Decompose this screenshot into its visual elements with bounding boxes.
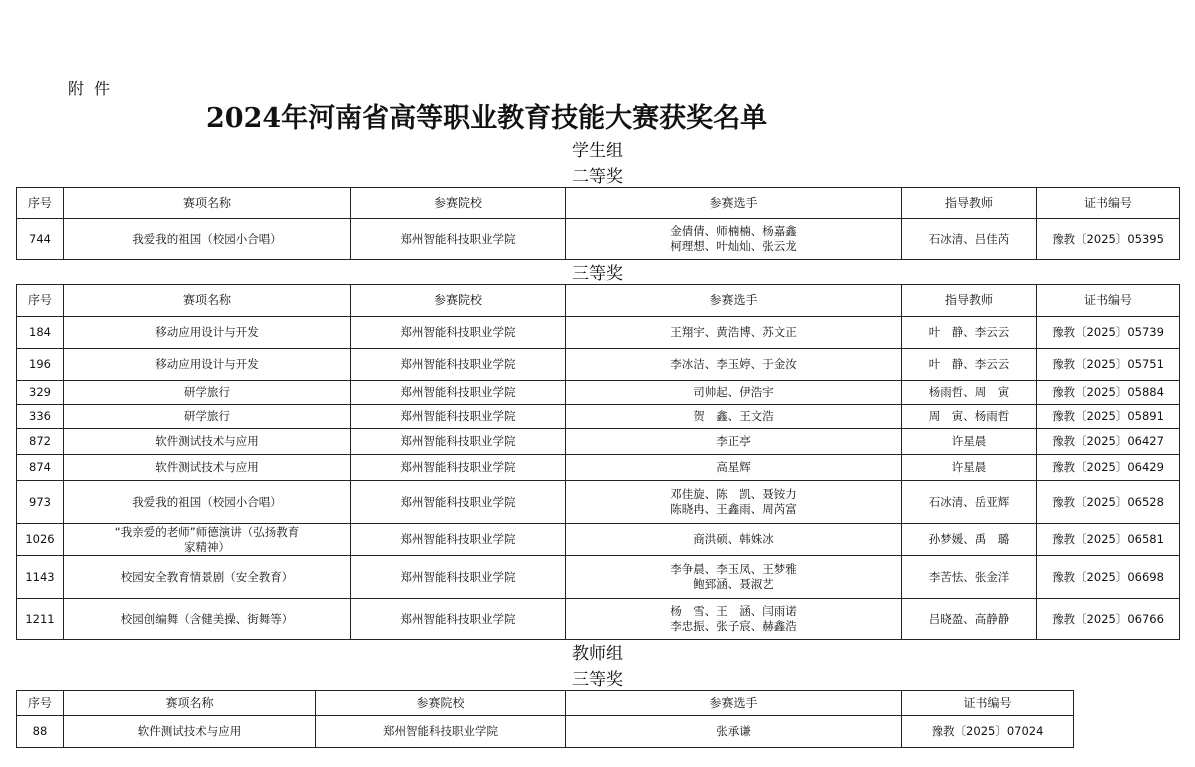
cell-school: 郑州智能科技职业学院 — [351, 556, 566, 599]
cell-index: 1026 — [17, 524, 64, 556]
cell-event: 我爱我的祖国（校园小合唱） — [64, 481, 351, 524]
column-header: 赛项名称 — [64, 188, 351, 219]
column-header: 证书编号 — [902, 691, 1074, 716]
cell-index: 336 — [17, 405, 64, 429]
cell-index: 874 — [17, 455, 64, 481]
cell-index: 184 — [17, 317, 64, 349]
attachment-label: 附件 — [68, 79, 121, 98]
cell-event: 软件测试技术与应用 — [64, 716, 316, 748]
cell-certificate: 豫教〔2025〕06698 — [1037, 556, 1180, 599]
cell-school: 郑州智能科技职业学院 — [351, 524, 566, 556]
cell-instructors: 石冰清、岳亚辉 — [902, 481, 1037, 524]
cell-certificate: 豫教〔2025〕05739 — [1037, 317, 1180, 349]
cell-instructors: 杨雨哲、周 寅 — [902, 381, 1037, 405]
column-header: 序号 — [17, 188, 64, 219]
table-row — [17, 219, 1180, 260]
cell-certificate: 豫教〔2025〕05751 — [1037, 349, 1180, 381]
table-row — [17, 405, 1180, 429]
cell-certificate: 豫教〔2025〕05891 — [1037, 405, 1180, 429]
student-second-prize-table — [16, 187, 1180, 260]
cell-school: 郑州智能科技职业学院 — [351, 599, 566, 640]
column-header: 参赛选手 — [566, 188, 902, 219]
table-header-row — [17, 285, 1180, 317]
cell-index: 196 — [17, 349, 64, 381]
column-header: 序号 — [17, 691, 64, 716]
table-row — [17, 455, 1180, 481]
cell-contestants: 商洪硕、韩姝冰 — [566, 524, 902, 556]
column-header: 参赛院校 — [351, 188, 566, 219]
cell-index: 973 — [17, 481, 64, 524]
table-row — [17, 429, 1180, 455]
table-row — [17, 599, 1180, 640]
table-row — [17, 481, 1180, 524]
cell-certificate: 豫教〔2025〕06528 — [1037, 481, 1180, 524]
cell-index: 329 — [17, 381, 64, 405]
column-header: 指导教师 — [902, 188, 1037, 219]
cell-instructors: 孙梦媛、禹 璐 — [902, 524, 1037, 556]
cell-certificate: 豫教〔2025〕06429 — [1037, 455, 1180, 481]
table-row — [17, 556, 1180, 599]
cell-school: 郑州智能科技职业学院 — [316, 716, 566, 748]
column-header: 参赛院校 — [351, 285, 566, 317]
table-row — [17, 716, 1074, 748]
cell-certificate: 豫教〔2025〕06766 — [1037, 599, 1180, 640]
cell-index: 1143 — [17, 556, 64, 599]
third-prize-heading: 三等奖 — [572, 264, 623, 284]
cell-certificate: 豫教〔2025〕06581 — [1037, 524, 1180, 556]
cell-instructors: 许星晨 — [902, 429, 1037, 455]
cell-instructors: 李苦怯、张金洋 — [902, 556, 1037, 599]
cell-event: 移动应用设计与开发 — [64, 349, 351, 381]
cell-event: 软件测试技术与应用 — [64, 429, 351, 455]
cell-index: 872 — [17, 429, 64, 455]
column-header: 序号 — [17, 285, 64, 317]
cell-contestants: 金倩倩、师楠楠、杨嘉鑫 柯理想、叶灿灿、张云龙 — [566, 219, 902, 260]
column-header: 赛项名称 — [64, 285, 351, 317]
page-title: 2024年河南省高等职业教育技能大赛获奖名单 — [206, 103, 768, 134]
cell-school: 郑州智能科技职业学院 — [351, 455, 566, 481]
table-row — [17, 317, 1180, 349]
column-header: 参赛选手 — [566, 285, 902, 317]
cell-contestants: 邓佳旋、陈 凯、聂铵力 陈晓冉、王鑫雨、周芮富 — [566, 481, 902, 524]
cell-event: 研学旅行 — [64, 405, 351, 429]
student-third-prize-table — [16, 284, 1180, 640]
cell-instructors: 石冰清、吕佳芮 — [902, 219, 1037, 260]
cell-contestants: 李争晨、李玉凤、王梦雅 鲍郅涵、聂淑艺 — [566, 556, 902, 599]
cell-event: “我亲爱的老师”师德演讲（弘扬教育 家精神） — [64, 524, 351, 556]
cell-event: 校园创编舞（含健美操、街舞等） — [64, 599, 351, 640]
cell-event: 我爱我的祖国（校园小合唱） — [64, 219, 351, 260]
cell-school: 郑州智能科技职业学院 — [351, 405, 566, 429]
table-row — [17, 349, 1180, 381]
second-prize-heading: 二等奖 — [572, 167, 623, 187]
cell-event: 软件测试技术与应用 — [64, 455, 351, 481]
column-header: 参赛选手 — [566, 691, 902, 716]
cell-event: 研学旅行 — [64, 381, 351, 405]
teacher-third-prize-table — [16, 690, 1074, 748]
cell-school: 郑州智能科技职业学院 — [351, 317, 566, 349]
cell-school: 郑州智能科技职业学院 — [351, 429, 566, 455]
cell-instructors: 周 寅、杨雨哲 — [902, 405, 1037, 429]
cell-instructors: 叶 静、李云云 — [902, 317, 1037, 349]
column-header: 指导教师 — [902, 285, 1037, 317]
cell-contestants: 张承谦 — [566, 716, 902, 748]
cell-index: 88 — [17, 716, 64, 748]
column-header: 参赛院校 — [316, 691, 566, 716]
cell-contestants: 司帅起、伊浩宇 — [566, 381, 902, 405]
cell-instructors: 许星晨 — [902, 455, 1037, 481]
cell-contestants: 高星辉 — [566, 455, 902, 481]
cell-index: 1211 — [17, 599, 64, 640]
cell-contestants: 杨 雪、王 涵、闫雨诺 李忠振、张子宸、赫鑫浩 — [566, 599, 902, 640]
cell-contestants: 王翔宇、黄浩博、苏文正 — [566, 317, 902, 349]
table-header-row — [17, 188, 1180, 219]
table-header-row — [17, 691, 1074, 716]
cell-event: 校园安全教育情景剧（安全教育） — [64, 556, 351, 599]
column-header: 证书编号 — [1037, 285, 1180, 317]
teacher-group-heading: 教师组 — [572, 644, 623, 664]
cell-index: 744 — [17, 219, 64, 260]
cell-certificate: 豫教〔2025〕05884 — [1037, 381, 1180, 405]
cell-instructors: 叶 静、李云云 — [902, 349, 1037, 381]
teacher-third-prize-heading: 三等奖 — [572, 670, 623, 690]
cell-contestants: 贺 鑫、王文浩 — [566, 405, 902, 429]
cell-school: 郑州智能科技职业学院 — [351, 481, 566, 524]
cell-school: 郑州智能科技职业学院 — [351, 381, 566, 405]
table-row — [17, 381, 1180, 405]
cell-instructors: 吕晓盈、高静静 — [902, 599, 1037, 640]
column-header: 证书编号 — [1037, 188, 1180, 219]
cell-contestants: 李冰洁、李玉婷、于金汝 — [566, 349, 902, 381]
cell-school: 郑州智能科技职业学院 — [351, 219, 566, 260]
cell-contestants: 李正亭 — [566, 429, 902, 455]
table-row — [17, 524, 1180, 556]
column-header: 赛项名称 — [64, 691, 316, 716]
cell-certificate: 豫教〔2025〕05395 — [1037, 219, 1180, 260]
cell-event: 移动应用设计与开发 — [64, 317, 351, 349]
cell-certificate: 豫教〔2025〕06427 — [1037, 429, 1180, 455]
cell-school: 郑州智能科技职业学院 — [351, 349, 566, 381]
cell-certificate: 豫教〔2025〕07024 — [902, 716, 1074, 748]
student-group-heading: 学生组 — [572, 141, 623, 161]
